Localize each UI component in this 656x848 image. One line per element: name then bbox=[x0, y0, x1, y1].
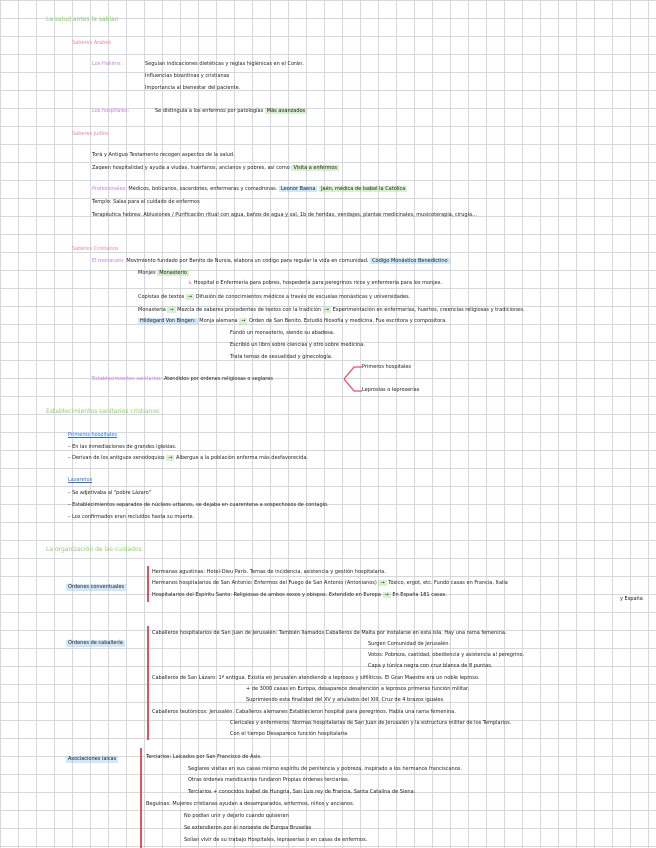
therapy-line: Terapéutica hebrea: Ablusiones / Purificación ritual con agua, baños de agua y sal, 1b de heridas, vendajes, plantas medicinales, musicoterapia, cirugía... bbox=[92, 212, 477, 218]
chivalry-line: Clericales y enfermeros: Normas hospitalarias de San Juan de Jerusalén y la estructura militar de los Templarios. bbox=[230, 720, 512, 726]
section-heading-jewish: Saberes Judíos bbox=[72, 131, 109, 137]
jewish-line: Zaqeen hospitalidad y ayuda a viudas, huérfanos, ancianos y pobres, así como Visita a enfermos bbox=[92, 165, 337, 171]
lay-line: No podían unir y dejarlo cuando quisieran bbox=[184, 813, 289, 819]
first-hospitals-heading: Primeros hospitales bbox=[68, 432, 118, 438]
conventual-line: Hospitalarios del Espíritu Santo: Religiosas de ambos sexos y obispos. Extendido en Europa → En España 181 casas. bbox=[152, 592, 447, 598]
lay-associations-label: Asociaciones laicas bbox=[68, 756, 117, 762]
chivalry-bracket bbox=[147, 626, 149, 740]
conventual-line: Hermanos hospitalarios de San Antonio: Enfermos del Fuego de San Antonio (Antonianos) → Tóxico, ergot, etc. Fundó casas en Francia, Italia bbox=[152, 580, 508, 586]
branch-hospitals: Primeros hospitales bbox=[362, 364, 412, 370]
branch-arrows bbox=[342, 364, 364, 394]
section-heading-care-organization: La organización de las cuidados bbox=[46, 546, 142, 553]
jewish-line: Torá y Antiguo Testamento recogen aspectos de la salud. bbox=[92, 152, 235, 158]
chivalry-line: Surgen Comunidad de Jerusalén. bbox=[368, 641, 450, 647]
chivalry-line: + de 3000 casas en Europa, desaparece desatención a leprosos primeras función militar. bbox=[246, 686, 470, 692]
hakims-line: Influencias bizantinas y cristianas bbox=[145, 73, 230, 79]
branch-leprosy: Leprosías o leproserías bbox=[362, 387, 420, 393]
hildegard-detail: Fundó un monasterio, siendo su abadesa. bbox=[230, 330, 335, 336]
chivalry-line: Votos: Pobreza, castidad, obediencia y asistencia al peregrino. bbox=[368, 652, 525, 658]
lay-line: Solían vivir de su trabajo Hospitales, lepraserías o en casas de enfermos. bbox=[184, 837, 368, 843]
copistas-line: Copistas de textos → Difusión de conocimientos médicos a través de escuelas monásticas y universidades. bbox=[138, 294, 411, 300]
lay-line: Terciarios: Laicados por San Francisco de Asís. bbox=[146, 754, 262, 760]
chivalry-line: Caballeros de San Lázaro: 1ª antigua. Existía en Jerusalén atendiendo a leprosos y sifilíticos. El Gran Maestre era un noble leproso. bbox=[152, 675, 480, 681]
monjes-line: Monjes Monasterio bbox=[138, 270, 187, 276]
conventual-bracket bbox=[147, 566, 149, 602]
hospitals-label: Los hospitales: bbox=[92, 108, 130, 114]
lazaretos-item: – Los confirmados eran recluidos hasta su muerte. bbox=[68, 514, 195, 520]
monacato-line: El monacato: Movimiento fundado por Benito de Nursia, elabora un código para regular la vida en comunidad. Código Monástico Benedictino bbox=[92, 258, 448, 264]
chivalry-line: Capa y túnica negra con cruz blanca de 8 puntas. bbox=[368, 663, 493, 669]
page-title: La salud antes la sabían bbox=[46, 16, 119, 23]
lazaretos-heading: Lazaretos bbox=[68, 477, 93, 483]
monasterio-arrow-line: ↳ Hospital o Enfermería para pobres, hospedería para peregrinos ricos y enfermería para los monjes. bbox=[188, 280, 442, 286]
chivalry-line: Caballeros hospitalarios de San Juan de Jerusalén: También llamados Caballeros de Malta por instalarse en esta isla. Hay una rama femenina. bbox=[152, 630, 507, 636]
lazaretos-item: – Se adjetivaba al "pobre Lázaro" bbox=[68, 490, 152, 496]
lazaretos-item: – Establecimientos separados de núcleos urbanos, se dejaba en cuarentena a sospechosos de contagio. bbox=[68, 502, 329, 508]
chivalry-orders-label: Órdenes de caballería bbox=[68, 640, 123, 646]
chivalry-line: Suprimiendo esta finalidad del XV y anulados del XIII. Cruz de 4 brazos iguales. bbox=[246, 697, 445, 703]
lay-line: Se extendieron por el noroeste de Europa Bruselas bbox=[184, 825, 312, 831]
professionals-line: Profesionales: Médicos, boticarios, sacerdotes, enfermeras y comadronas. Leonor Baena Jaén, médica de Isabel la Católica bbox=[92, 186, 406, 192]
lay-line: Otras órdenes mendicantes fundaron Propias órdenes terciarias. bbox=[188, 777, 350, 783]
hildegard-line: Hildegard Von Bingen: Monja alemana → Orden de San Benito. Estudió filosofía y medicina. Fue escritora y compositora. bbox=[140, 318, 447, 324]
hakims-label: Los Hakims: bbox=[92, 61, 123, 67]
conventual-orders-label: Órdenes conventuales bbox=[68, 584, 125, 590]
hildegard-detail: Trata temas de sexualidad y ginecología. bbox=[230, 354, 333, 360]
lay-line: Terciarios + conocidos Isabel de Hungría, San Luis rey de Francia, Santa Catalina de Siena. bbox=[188, 789, 416, 795]
hakims-line: Seguían indicaciones dietéticas y reglas higiénicas en el Corán. bbox=[145, 61, 304, 67]
establishments-line: Establecimientos sanitarios: Atendidos por órdenes religiosas o seglares bbox=[92, 376, 273, 382]
chivalry-line: Caballeros teutónicos: Jerusalén. Caballeros alemanes Establecieron hospital para peregrinos. Había una rama femenina. bbox=[152, 709, 456, 715]
conventual-tail: y España bbox=[620, 596, 643, 602]
medicina-line: Monasteria → Mezcla de saberes procedentes de textos con la tradición → Experimentación en enfermerías, huertos, creencias religiosas y tradiciones. bbox=[138, 307, 525, 313]
lay-bracket bbox=[140, 748, 142, 848]
lay-line: Beguinas: Mujeres cristianas ayudan a desamparados, enfermos, niños y ancianos. bbox=[146, 801, 355, 807]
hildegard-detail: Escribió un libro sobre ciencias y otro sobre medicina. bbox=[230, 342, 365, 348]
lay-line: Seglares visitas en sus casas mismo espíritu de penitencia y pobreza, inspirado a los hermanos franciscanos. bbox=[188, 766, 462, 772]
chivalry-line: Con el tiempo Desaparece función hospitalaria bbox=[230, 731, 348, 737]
hospitals-item: – En las inmediaciones de grandes iglesias. bbox=[68, 444, 177, 450]
section-heading-establishments: Establecimientos sanitarios cristianos bbox=[46, 408, 160, 415]
section-heading-arab: Saberes Árabes bbox=[72, 40, 112, 46]
conventual-line: Hermanas agustinas: Hotel-Dieu París. Temas de incidencia, asistencia y gestión hospitalaria. bbox=[152, 569, 386, 575]
hospitals-text: Se distinguía a los enfermos por patologías Más avanzados bbox=[155, 108, 306, 114]
hospitals-item: – Derivan de los antiguos xenodoquios → Albergue a la población enferma más desfavorecida. bbox=[68, 455, 308, 461]
temple-line: Templo: Salas para el cuidado de enfermos bbox=[92, 199, 200, 205]
section-heading-christian: Saberes Cristianos bbox=[72, 246, 119, 252]
hakims-line: Importancia al bienestar del paciente. bbox=[145, 85, 241, 91]
